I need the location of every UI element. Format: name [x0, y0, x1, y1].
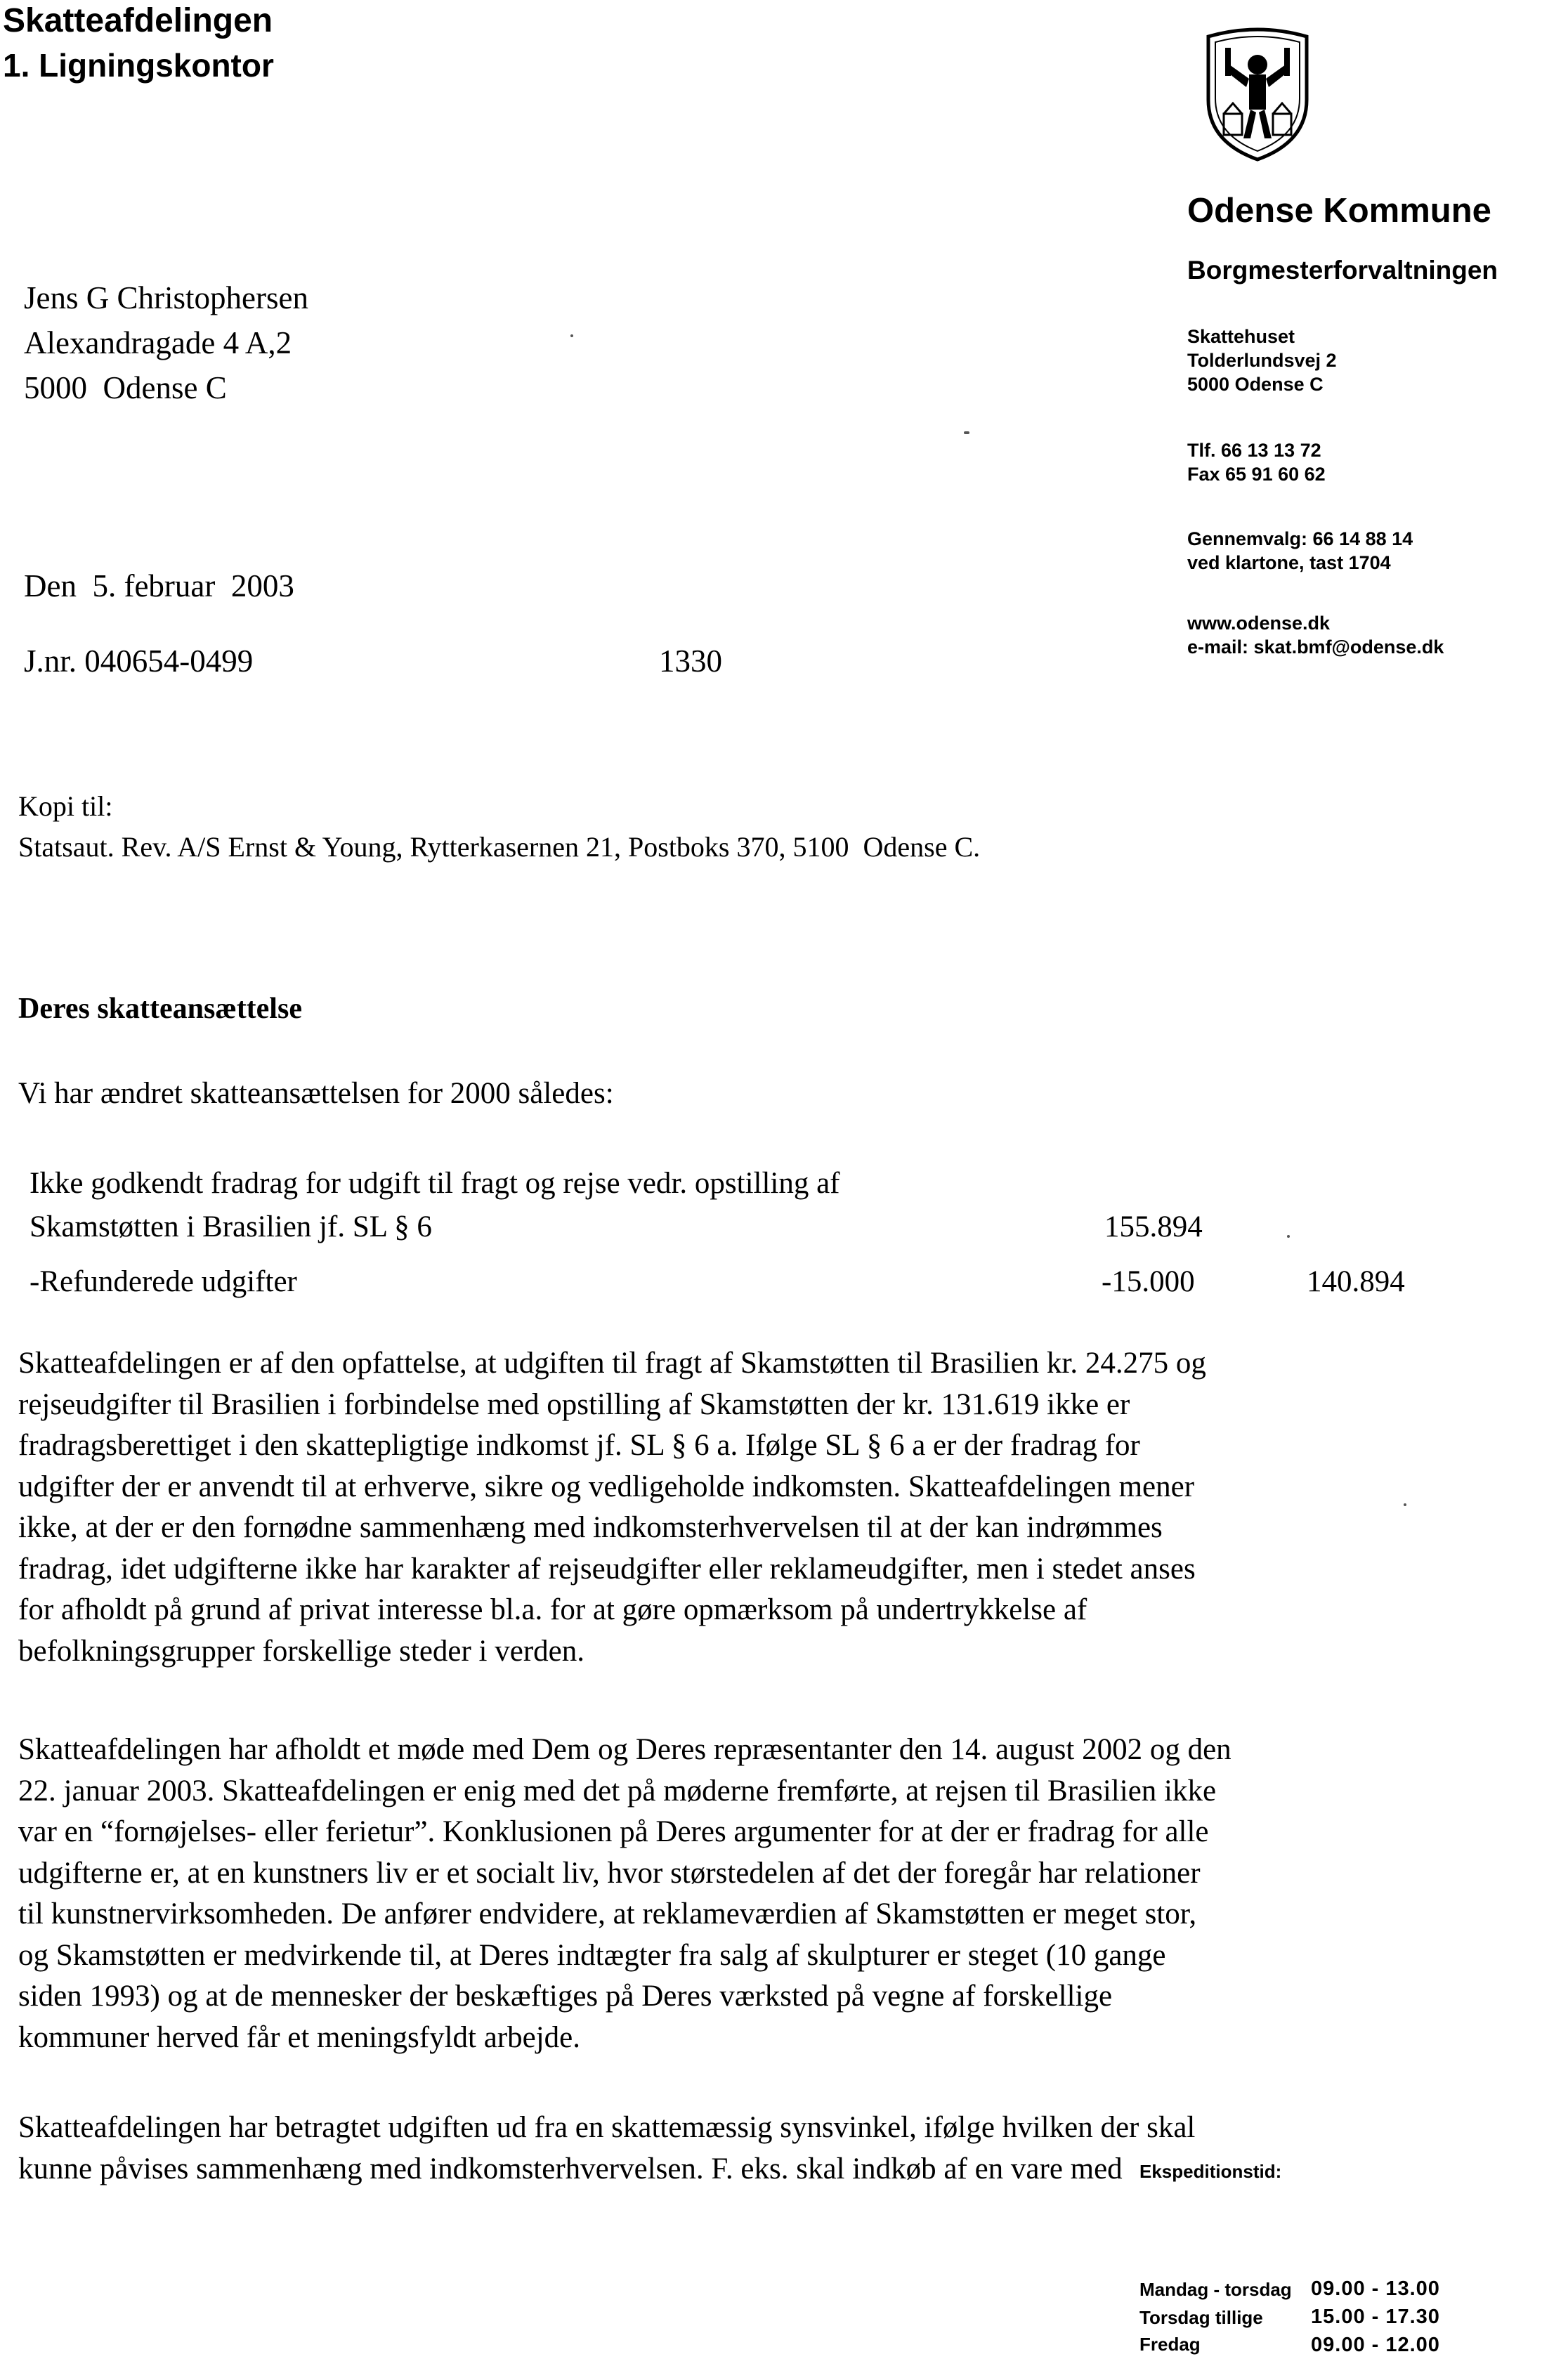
sender-address [1187, 325, 1337, 396]
phone-line: Tlf. 66 13 13 72 [1187, 440, 1321, 461]
website-link[interactable]: www.odense.dk [1187, 613, 1331, 634]
direct-dial-line: Gennemvalg: 66 14 88 14 [1187, 528, 1413, 549]
address-line: 5000 Odense C [1187, 374, 1324, 395]
opening-hours-day: Torsdag tillige [1139, 2307, 1263, 2328]
direct-dial-note: ved klartone, tast 1704 [1187, 552, 1391, 573]
address-line: Skattehuset [1187, 326, 1295, 347]
body-paragraph: Skatteafdelingen er af den opfattelse, at udgiften til fragt af Skamstøtten til Brasilien kr. 24.275 og rejseudgifter til Brasilien i forbindelse med opstilling af Skamstøtten der kr. 131.619 ikke er fradragsberettiget i den skattepligtige indkomst jf. SL § 6 a. Ifølge SL § 6 a er der fradrag for udgifter der er anvendt til at erhverve, sikre og vedligeholde indkomsten. Skatteafdelingen mener ikke, at der er den fornødne sammenhæng med indkomsterhvervelsen til at der kan indrømmes fradrag, idet udgifterne ikke har karakter af rejseudgifter eller reklameudgifter, men i stedet anses for afholdt på grund af privat interesse bl.a. for at gøre opmærksom på undertrykkelse af befolkningsgrupper forskellige steder i verden. [18, 1347, 1206, 1668]
opening-hours-title: Ekspeditionstid: [1139, 2161, 1282, 2182]
assessment-amount: 155.894 [1104, 1210, 1203, 1243]
opening-hours-day: Mandag - torsdag [1139, 2279, 1292, 2300]
reference-code: 1330 [659, 643, 722, 679]
letter-date: Den 5. februar 2003 [24, 568, 294, 603]
assessment-amount: -15.000 [1102, 1265, 1195, 1298]
body-paragraph: Skatteafdelingen har afholdt et møde med Dem og Deres repræsentanter den 14. august 2002 og den 22. januar 2003. Skatteafdelingen er enig med det på møderne fremførte, at rejsen til Brasilien ikke var en “fornøjelses- eller ferietur”. Konklusionen på Deres argumenter for at der er fradrag for alle udgifterne er, at en kunstners liv er et socialt liv, hvor størstedelen af det der foregår har relationer til kunstnervirksomheden. De anfører endvidere, at reklameværdien af Skamstøtten er meget stor, og Skamstøtten er medvirkende til, at Deres indtægter fra salg af skulpturer er steget (10 gange siden 1993) og at de mennesker der beskæftiges på Deres værksted på vegne af forskellige kommuner herved får et meningsfyldt arbejde. [18, 1733, 1231, 2054]
municipality-name: Odense Kommune [1187, 192, 1491, 230]
address-line: Tolderlundsvej 2 [1187, 350, 1337, 371]
office-subtitle: 1. Ligningskontor [3, 47, 274, 84]
opening-hours-day: Fredag [1139, 2334, 1201, 2355]
sender-web [1187, 611, 1444, 659]
opening-hours-time: 09.00 - 13.00 [1311, 2277, 1440, 2300]
recipient-city: 5000 Odense C [24, 370, 227, 405]
scan-speck [1287, 1235, 1290, 1238]
assessment-line-text: Ikke godkendt fradrag for udgift til fragt og rejse vedr. opstilling af [30, 1167, 840, 1200]
intro-text: Vi har ændret skatteansættelsen for 2000 således: [18, 1077, 614, 1110]
scan-speck [1404, 1503, 1406, 1506]
sender-direct-dial [1187, 527, 1413, 575]
assessment-total: 140.894 [1307, 1265, 1405, 1298]
recipient-name: Jens G Christophersen [24, 280, 308, 315]
fax-line: Fax 65 91 60 62 [1187, 464, 1326, 485]
division-name: Borgmesterforvaltningen [1187, 256, 1498, 285]
journal-number: J.nr. 040654-0499 [24, 643, 254, 679]
scan-speck [964, 431, 969, 434]
assessment-line-text: Skamstøtten i Brasilien jf. SL § 6 [30, 1210, 432, 1243]
assessment-line-text: -Refunderede udgifter [30, 1265, 297, 1298]
copy-label: Kopi til: [18, 790, 113, 822]
department-title: Skatteafdelingen [3, 2, 273, 39]
recipient-street: Alexandragade 4 A,2 [24, 325, 292, 360]
body-paragraph: Skatteafdelingen har betragtet udgiften ud fra en skattemæssig synsvinkel, ifølge hvilken der skal kunne påvises sammenhæng med indkomsterhvervelsen. F. eks. skal indkøb af en vare med [18, 2111, 1196, 2185]
sender-phone [1187, 438, 1326, 486]
email-link[interactable]: e-mail: skat.bmf@odense.dk [1187, 636, 1444, 658]
letter-heading: Deres skatteansættelse [18, 993, 302, 1025]
opening-hours-time: 15.00 - 17.30 [1311, 2306, 1440, 2328]
recipient-address [24, 275, 308, 410]
scan-speck [570, 334, 573, 337]
opening-hours-time: 09.00 - 12.00 [1311, 2334, 1440, 2356]
copy-recipient: Statsaut. Rev. A/S Ernst & Young, Rytterkasernen 21, Postboks 370, 5100 Odense C. [18, 831, 981, 863]
odense-coat-of-arms-icon [1194, 22, 1321, 163]
